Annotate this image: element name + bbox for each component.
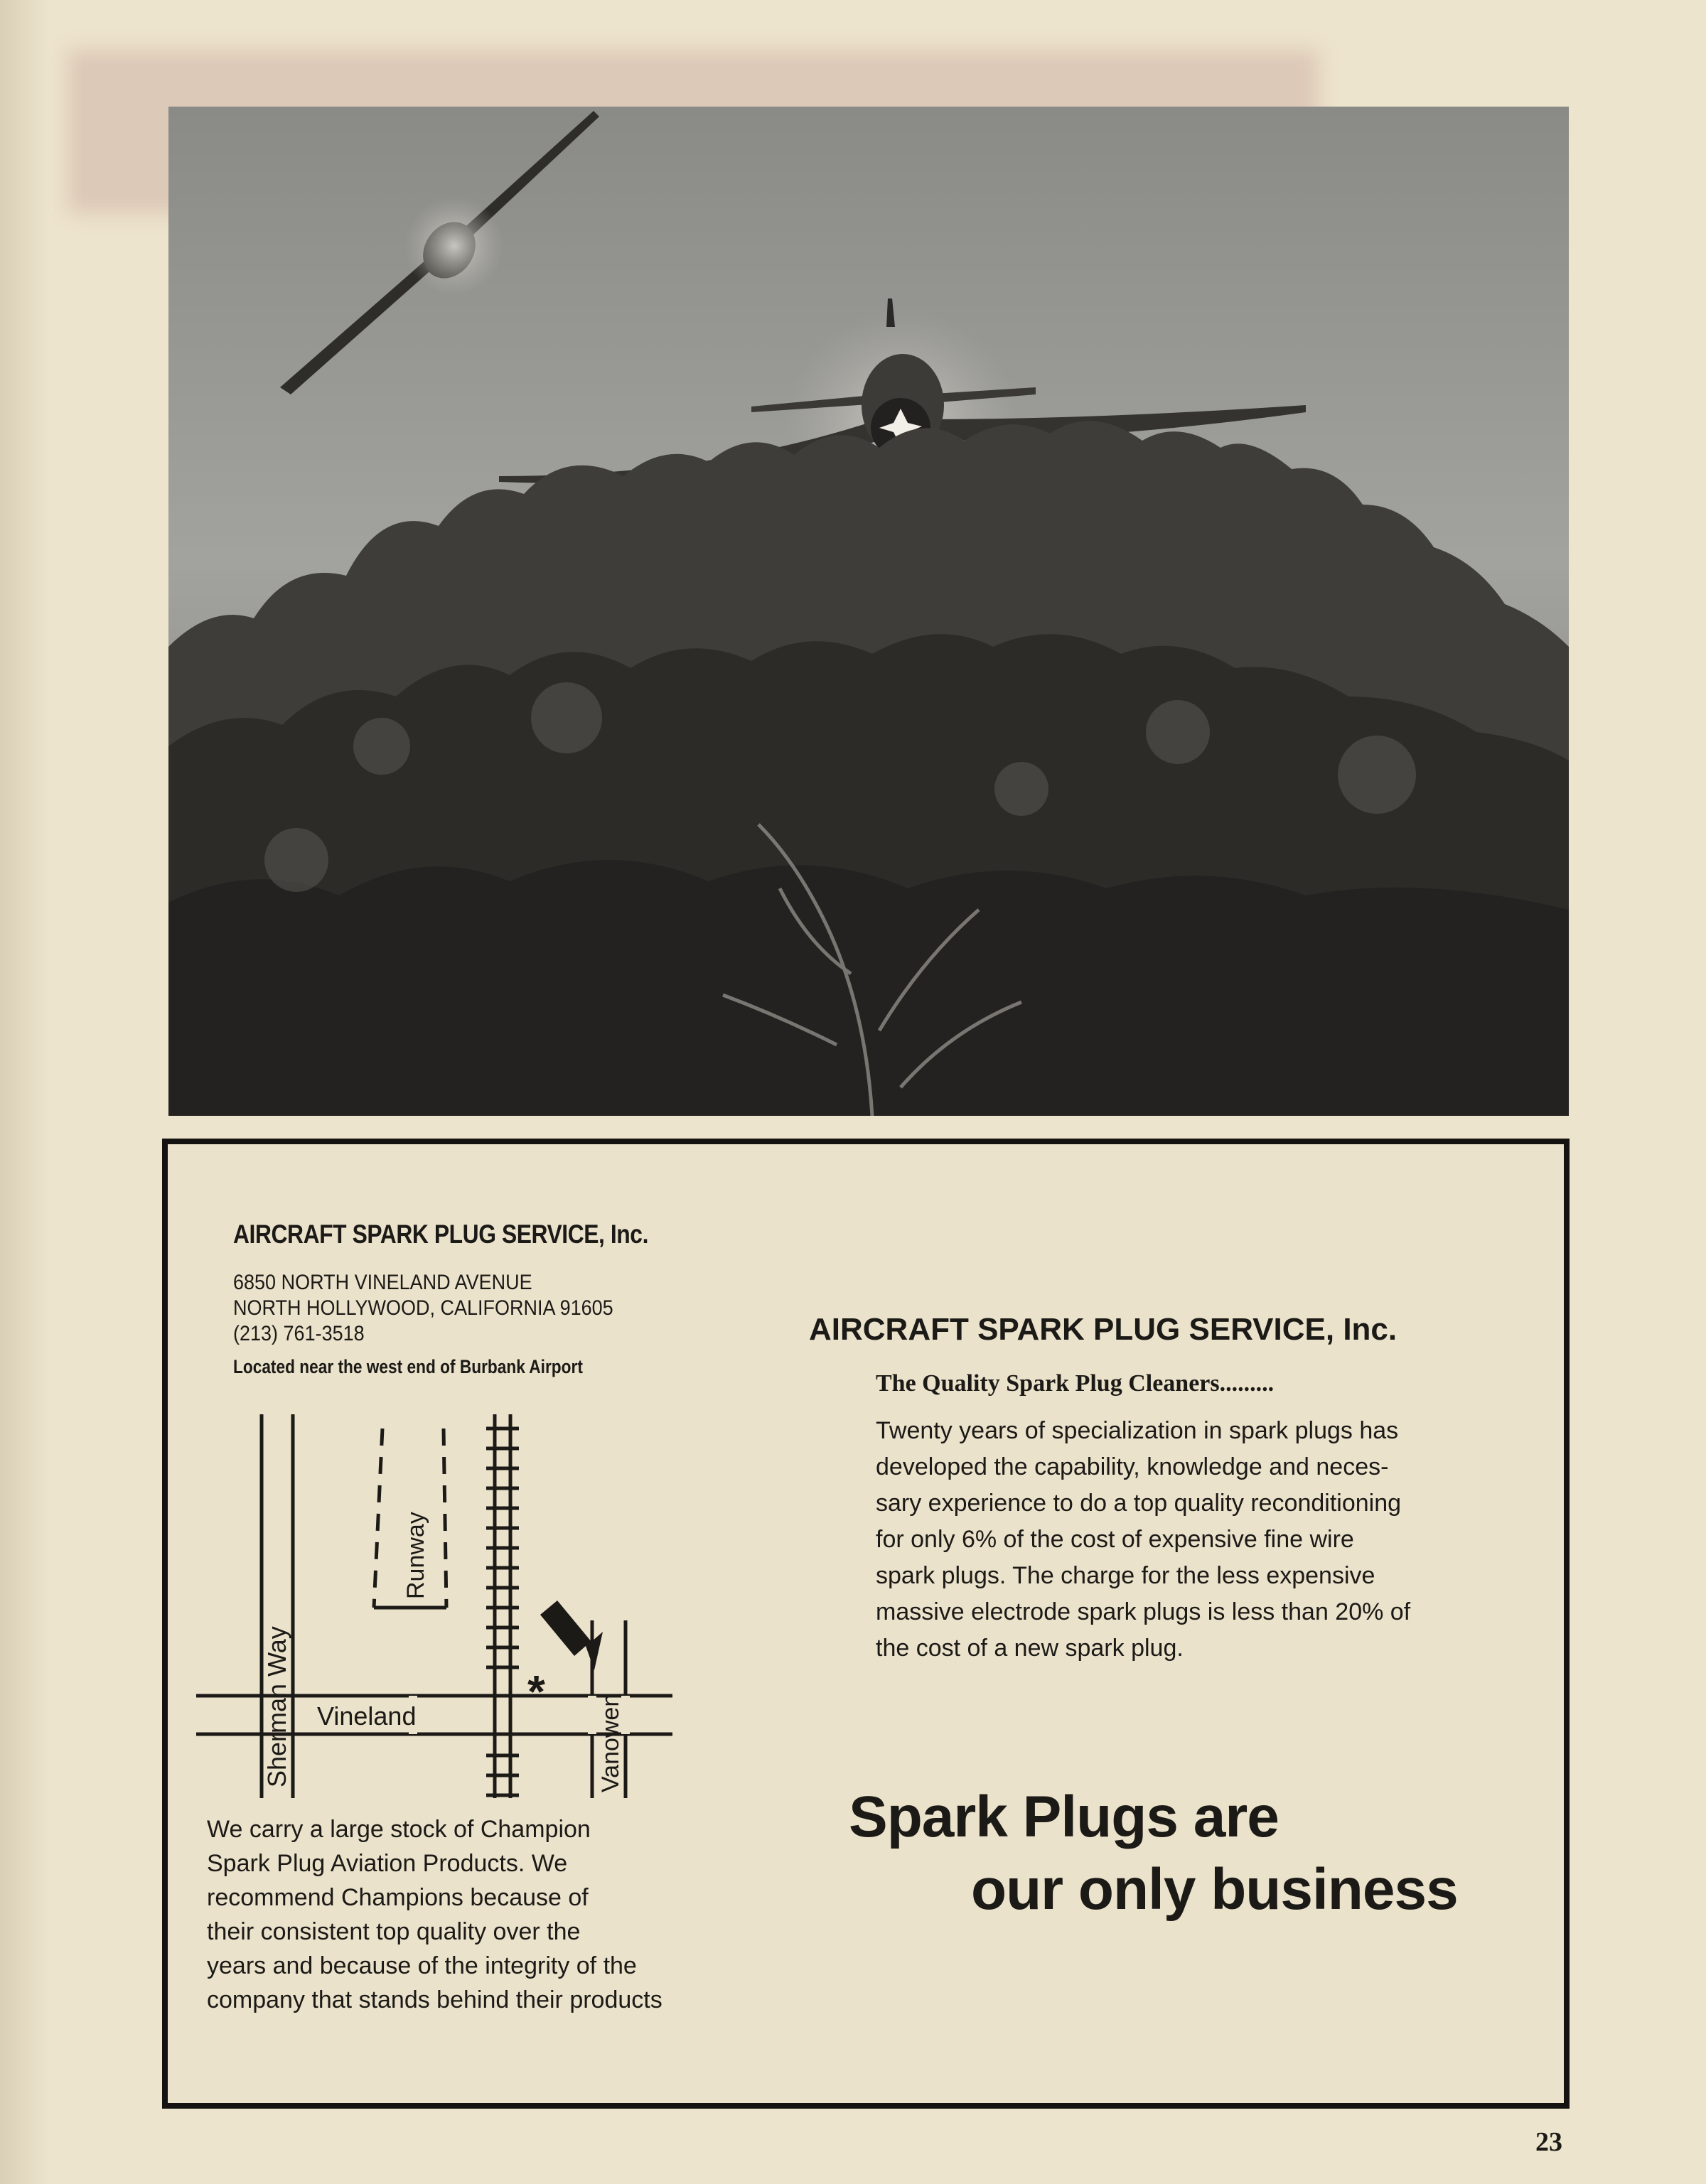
stock-line: company that stands behind their products <box>207 1986 662 2013</box>
page-spine-shadow <box>0 0 50 2184</box>
stock-line: recommend Champions because of <box>207 1884 589 1911</box>
street-address: 6850 NORTH VINELAND AVENUE <box>233 1271 532 1294</box>
description-line: Twenty years of specialization in spark plugs has <box>876 1417 1399 1444</box>
company-name-right: AIRCRAFT SPARK PLUG SERVICE, Inc. <box>809 1312 1397 1347</box>
service-description <box>876 1413 1558 1667</box>
champion-stock-note <box>207 1812 818 2017</box>
description-line: sary experience to do a top quality reconditioning <box>876 1490 1402 1517</box>
company-name-left: AIRCRAFT SPARK PLUG SERVICE, Inc. <box>233 1220 648 1249</box>
description-line: massive electrode spark plugs is less than 20% of <box>876 1598 1411 1625</box>
page-number: 23 <box>1535 2127 1562 2157</box>
stock-line: years and because of the integrity of the <box>207 1952 637 1979</box>
map-label-sherman-way: Sherman Way <box>262 1626 291 1787</box>
stock-line: Spark Plug Aviation Products. We <box>207 1850 568 1877</box>
location-note: Located near the west end of Burbank Airport <box>233 1356 583 1377</box>
map-label-vanowen: Vanowen <box>597 1693 624 1792</box>
slogan-line-1: Spark Plugs are <box>849 1785 1279 1849</box>
description-line: the cost of a new spark plug. <box>876 1635 1184 1662</box>
city-address: NORTH HOLLYWOOD, CALIFORNIA 91605 <box>233 1296 613 1320</box>
railroad-ties <box>486 1429 519 1795</box>
location-map <box>196 1386 808 1812</box>
aircraft-photo <box>168 107 1569 1116</box>
stock-line: their consistent top quality over the <box>207 1918 581 1945</box>
description-line: spark plugs. The charge for the less expensive <box>876 1562 1375 1589</box>
stock-line: We carry a large stock of Champion <box>207 1816 591 1843</box>
description-line: developed the capability, knowledge and neces- <box>876 1453 1389 1480</box>
tagline: The Quality Spark Plug Cleaners......... <box>876 1370 1275 1397</box>
phone-number: (213) 761-3518 <box>233 1322 365 1345</box>
map-label-vineland: Vineland <box>317 1701 417 1731</box>
map-label-runway: Runway <box>402 1512 429 1599</box>
slogan-line-2: our only business <box>971 1857 1458 1922</box>
map-marker-asterisk: * <box>527 1666 545 1717</box>
advertisement-box <box>162 1139 1570 2109</box>
description-line: for only 6% of the cost of expensive fine wire <box>876 1526 1354 1553</box>
